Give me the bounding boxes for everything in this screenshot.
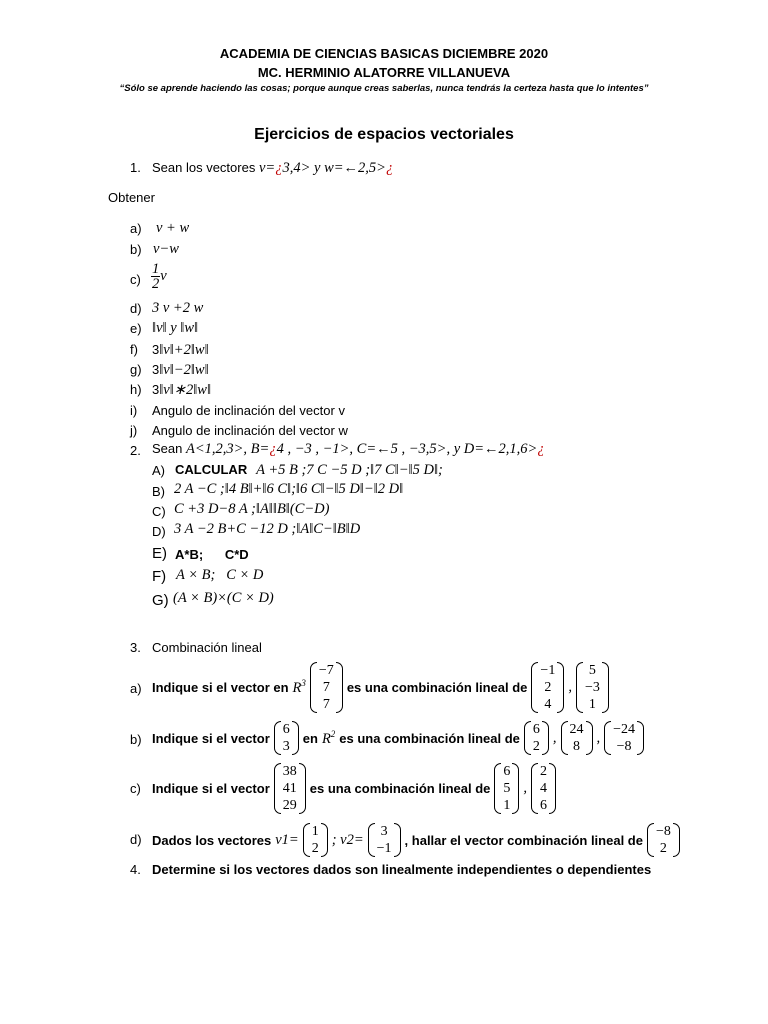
q1-text: Sean los vectores — [152, 160, 256, 175]
q3-a-sep: , — [568, 678, 572, 695]
q2-item-b-label: B) — [152, 484, 165, 499]
q3-a-space — [293, 678, 306, 697]
q3-a-exp: 3 — [301, 677, 306, 688]
q3-a-label: a) — [130, 681, 142, 696]
q3-d-text-1: Dados los vectores — [152, 832, 272, 848]
header-line-2: MC. HERMINIO ALATORRE VILLANUEVA — [257, 65, 511, 80]
q2-mark-2: ¿ — [537, 441, 545, 457]
item-h-coef: 3 — [152, 382, 160, 397]
item-g-coef: 3 — [152, 362, 160, 377]
q2-item-a — [175, 461, 443, 479]
item-f-label: f) — [130, 342, 138, 357]
q3-b-matrix-2: 24 8 — [561, 721, 593, 755]
item-a-label: a) — [130, 221, 142, 236]
q3-a-matrix-1: −1 2 4 — [531, 662, 564, 713]
q1-v-mark: ¿ — [275, 160, 283, 176]
q2-text: Sean — [152, 441, 183, 456]
q3-a-R: R — [292, 679, 302, 696]
q2-item-g-expr: (A × B)×(C × D) — [173, 590, 274, 606]
q1-v-rest: 3,4> — [282, 160, 311, 176]
q2-item-a-prefix: CALCULAR — [175, 462, 248, 477]
item-f-expr-wrap — [152, 342, 209, 359]
q3-c-label: c) — [130, 781, 141, 796]
q2-item-f-expr: A × B; C × D — [176, 567, 264, 583]
item-a-expr: v + w — [156, 220, 190, 236]
item-g-expr: ‖v‖−2‖w‖ — [159, 362, 209, 378]
q1-number: 1. — [130, 160, 141, 175]
q3-c-matrix-2: 2 4 6 — [531, 763, 556, 814]
q2-item-c-expr: C +3 D−8 A ;‖A‖‖B‖(C−D) — [174, 501, 330, 517]
item-f-expr: ‖v‖+2‖w‖ — [159, 342, 209, 358]
q3-c-text-1: Indique si el vector — [152, 780, 270, 796]
q3-a-vector: −7 7 7 — [310, 662, 343, 713]
item-c-var: v — [160, 267, 167, 284]
q3-number: 3. — [130, 640, 141, 655]
q3-b-text-2: en — [302, 730, 318, 746]
q3-a-row — [152, 660, 609, 714]
item-g-expr-wrap — [152, 362, 209, 379]
item-d-label: d) — [130, 301, 142, 316]
q2-item-d-expr: 3 A −2 B+C −12 D ;‖A‖C−‖B‖D — [174, 521, 361, 537]
q2-item-d-label: D) — [152, 524, 166, 539]
item-e-expr: ‖v‖ y ‖w‖ — [152, 320, 199, 336]
q4-text: Determine si los vectores dados son linealmente independientes o dependientes — [152, 862, 652, 877]
obtener-label: Obtener — [108, 190, 155, 205]
q3-d-label: d) — [130, 832, 142, 847]
header-quote: “Sólo se aprende haciendo las cosas; porque aunque creas saberlas, nunca tendrás la certeza hasta que lo intentes” — [119, 83, 649, 94]
q1-statement — [152, 160, 393, 177]
q3-d-v1-vector: 1 2 — [303, 823, 328, 857]
q2-item-f-label: F) — [152, 568, 167, 585]
q3-d-v2-vector: 3 −1 — [368, 823, 401, 857]
item-j-label: j) — [130, 423, 138, 438]
item-f-coef: 3 — [152, 342, 160, 357]
q3-title: Combinación lineal — [152, 640, 262, 655]
q2-item-e-text: A*B; C*D — [175, 547, 249, 562]
q1-w-mark: ¿ — [385, 160, 394, 176]
item-j-text: Angulo de inclinación del vector w — [152, 423, 348, 438]
q3-d-row — [152, 820, 680, 860]
q2-item-b-expr: 2 A −C ;‖4 B‖+‖6 C‖;‖6 C‖−‖5 D‖−‖2 D‖ — [174, 481, 404, 497]
item-e-label: e) — [130, 321, 142, 336]
item-b-label: b) — [130, 242, 142, 257]
q4-number: 4. — [130, 862, 141, 877]
q3-b-matrix-1: 6 2 — [524, 721, 549, 755]
q3-c-row: Indique si el vector 38 41 29 es una combinación lineal de 6 5 1 , 2 4 6 — [152, 761, 556, 815]
q2-statement — [152, 441, 545, 458]
item-d-expr: 3 v +2 w — [152, 300, 204, 316]
q1-v-prefix: v= — [258, 160, 276, 176]
q3-b-label: b) — [130, 732, 142, 747]
q3-d-v1: v1= — [275, 831, 299, 848]
q3-c-text-2: es una combinación lineal de — [309, 780, 491, 796]
q3-d-target-vector: −8 2 — [647, 823, 680, 857]
q3-d-v2: ; v2= — [331, 831, 364, 848]
q2-number: 2. — [130, 443, 141, 458]
q2-item-g-label: G) — [152, 592, 169, 609]
item-c-denominator: 2 — [152, 276, 160, 292]
q3-b-matrix-3: −24 −8 — [604, 721, 644, 755]
q3-a-text-1: Indique si el vector en — [152, 679, 289, 695]
q1-y: y — [314, 160, 321, 176]
q2-item-a-label: A) — [152, 463, 165, 478]
header-line-1: ACADEMIA DE CIENCIAS BASICAS DICIEMBRE 2020 — [219, 46, 549, 61]
item-c-numerator: 1 — [152, 261, 160, 277]
item-c-expr — [151, 262, 167, 291]
item-h-expr-wrap — [152, 382, 211, 399]
page-title: Ejercicios de espacios vectoriales — [254, 126, 514, 143]
q3-b-vector: 6 3 — [274, 721, 299, 755]
q2-item-c-label: C) — [152, 504, 166, 519]
q2-expr-a: A<1,2,3>, B= — [186, 441, 270, 457]
q3-b-space: $R^2$ — [321, 728, 336, 747]
q3-b-text-3: es una combinación lineal de — [339, 730, 520, 746]
item-i-text: Angulo de inclinación del vector v — [152, 403, 345, 418]
q3-c-matrix-1: 6 5 1 — [494, 763, 519, 814]
q2-item-a-expr: A +5 B ;7 C −5 D ;‖7 C‖−‖5 D‖; — [256, 462, 443, 478]
q2-expr-b: 4 , −3 , −1>, C=←5 , −3,5>, y D=←2,1,6> — [276, 441, 538, 457]
q2-item-e-label: E) — [152, 545, 167, 562]
q3-a-matrix-2: 5 −3 1 — [576, 662, 609, 713]
item-b-expr: v−w — [153, 241, 179, 257]
q1-w: w=←2,5> — [324, 160, 386, 176]
q3-b-text-1: Indique si el vector — [152, 730, 270, 746]
item-i-label: i) — [130, 403, 138, 418]
q3-b-row: Indique si el vector 6 3 en $R^2$ es una combinación lineal de 6 2 , 24 8 , −24 −8 — [152, 718, 644, 758]
q3-c-vector: 38 41 29 — [274, 763, 306, 814]
item-h-expr: ‖v‖∗2‖w‖ — [159, 382, 212, 398]
item-h-label: h) — [130, 382, 142, 397]
q3-a-text-2: es una combinación lineal de — [346, 679, 528, 695]
q2-mark-1: ¿ — [269, 441, 277, 457]
item-g-label: g) — [130, 362, 142, 377]
item-c-label: c) — [130, 272, 141, 287]
q3-d-text-2: , hallar el vector combinación lineal de — [404, 832, 643, 848]
